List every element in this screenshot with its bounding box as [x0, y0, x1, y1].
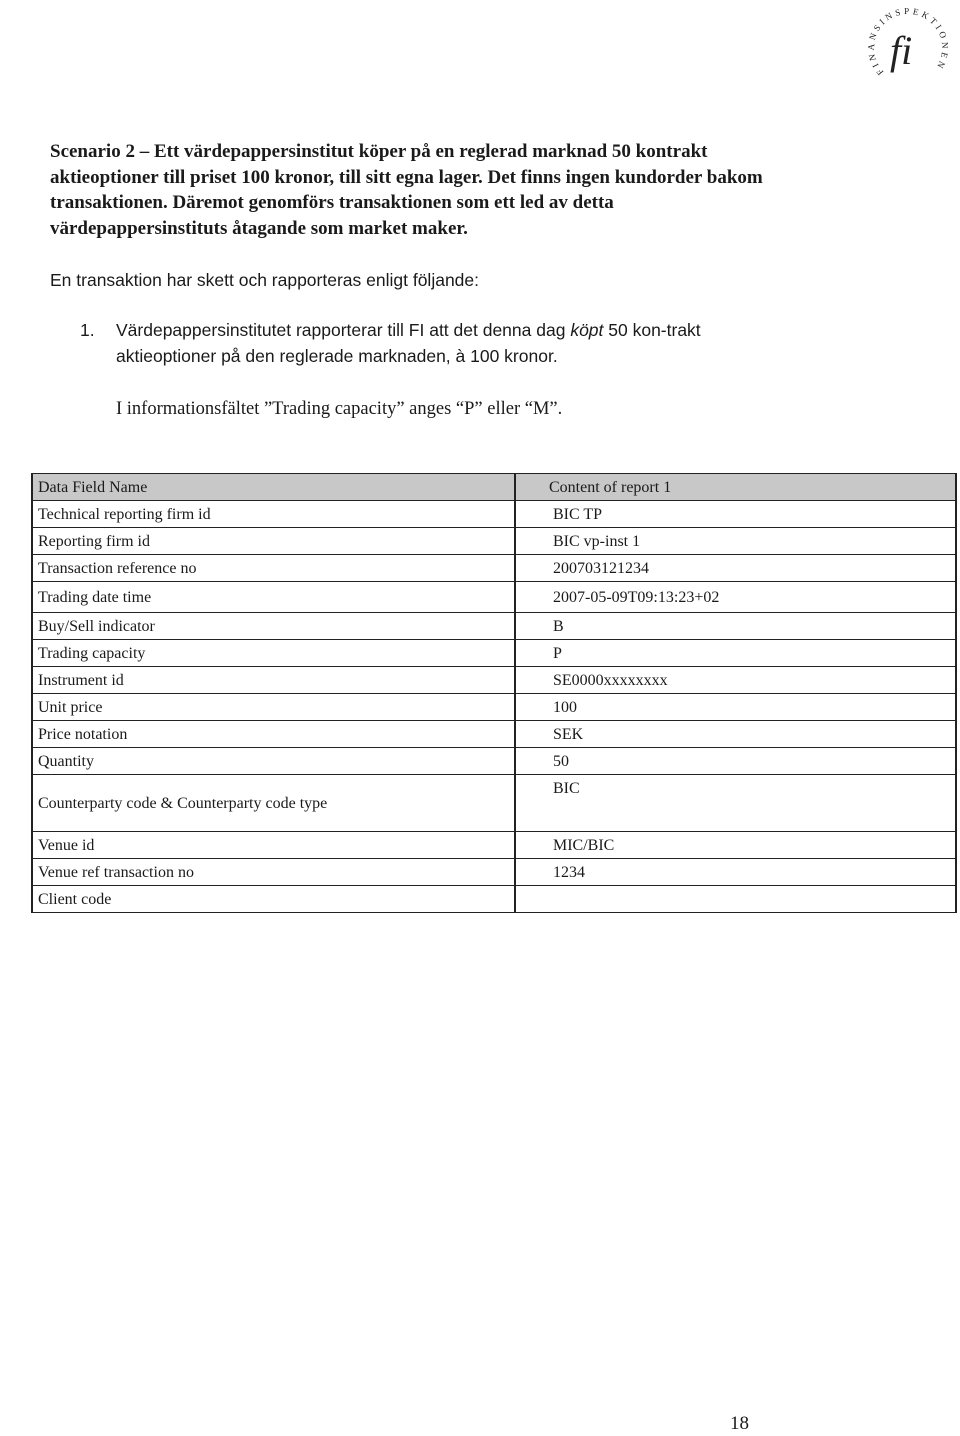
table-cell-value: MIC/BIC: [515, 832, 956, 859]
list-item-text: [116, 318, 780, 369]
table-cell-value: BIC vp-inst 1: [515, 528, 956, 555]
table-cell-field: Counterparty code & Counterparty code type: [32, 775, 515, 832]
table-row: [32, 613, 956, 640]
table-cell-field: Venue id: [32, 832, 515, 859]
table-cell-value: [515, 886, 956, 913]
list-item-text-end: 50 kon-trakt aktieoptioner på den reglerade marknaden, à 100 kronor.: [116, 320, 701, 366]
table-row: [32, 832, 956, 859]
logo-monogram: fi: [890, 28, 913, 73]
logo-ring-text: FINANSINSPEKTIONEN: [865, 5, 950, 78]
table-cell-field: Instrument id: [32, 667, 515, 694]
table-cell-field: Venue ref transaction no: [32, 859, 515, 886]
table-cell-field: Unit price: [32, 694, 515, 721]
table-header-row: [32, 474, 956, 501]
table-cell-value: 1234: [515, 859, 956, 886]
table-cell-field: Client code: [32, 886, 515, 913]
table-row: [32, 775, 956, 832]
table-row: [32, 748, 956, 775]
table-cell-value: 100: [515, 694, 956, 721]
table-cell-field: Trading capacity: [32, 640, 515, 667]
table-cell-value: SEK: [515, 721, 956, 748]
list-item-emphasis: köpt: [570, 320, 604, 340]
table-row: [32, 528, 956, 555]
table-cell-value: BIC: [515, 775, 956, 832]
table-row: [32, 886, 956, 913]
table-row: [32, 721, 956, 748]
table-cell-value: P: [515, 640, 956, 667]
table-cell-field: Buy/Sell indicator: [32, 613, 515, 640]
list-item-number: 1.: [80, 320, 95, 340]
table-row: [32, 555, 956, 582]
table-cell-value: 50: [515, 748, 956, 775]
table-cell-value: B: [515, 613, 956, 640]
table-cell-field: Price notation: [32, 721, 515, 748]
list-item-text-start: Värdepappersinstitutet rapporterar till FI att det denna dag: [116, 320, 571, 340]
list-item-1: [80, 318, 780, 369]
scenario-heading: Scenario 2 – Ett värdepappersinstitut köper på en reglerad marknad 50 kontrakt aktieoptioner till priset 100 kronor, till sitt egna lager. Det finns ingen kundorder bakom transaktionen. Däremot genomförs transaktionen som ett led av detta värdepappersinstituts åtagande som market maker.: [50, 141, 763, 239]
table-row: [32, 694, 956, 721]
table-row: [32, 859, 956, 886]
table-cell-value: SE0000xxxxxxxx: [515, 667, 956, 694]
table-cell-field: Transaction reference no: [32, 555, 515, 582]
finansinspektionen-logo: [864, 2, 950, 88]
table-cell-field: Quantity: [32, 748, 515, 775]
table-cell-field: Reporting firm id: [32, 528, 515, 555]
table-row: [32, 667, 956, 694]
column-header-field: Data Field Name: [32, 474, 515, 501]
table-row: [32, 501, 956, 528]
trading-capacity-note: I informationsfältet ”Trading capacity” anges “P” eller “M”.: [116, 399, 563, 419]
table-cell-value: 2007-05-09T09:13:23+02: [515, 582, 956, 613]
table-cell-field: Trading date time: [32, 582, 515, 613]
page-number: 18: [730, 1413, 749, 1434]
table-row: [32, 640, 956, 667]
table-cell-field: Technical reporting firm id: [32, 501, 515, 528]
intro-text: En transaktion har skett och rapporteras enligt följande:: [50, 270, 479, 290]
column-header-content: Content of report 1: [515, 474, 956, 501]
table-row: [32, 582, 956, 613]
table-cell-value: BIC TP: [515, 501, 956, 528]
report-table: [31, 473, 957, 913]
table-cell-value: 200703121234: [515, 555, 956, 582]
